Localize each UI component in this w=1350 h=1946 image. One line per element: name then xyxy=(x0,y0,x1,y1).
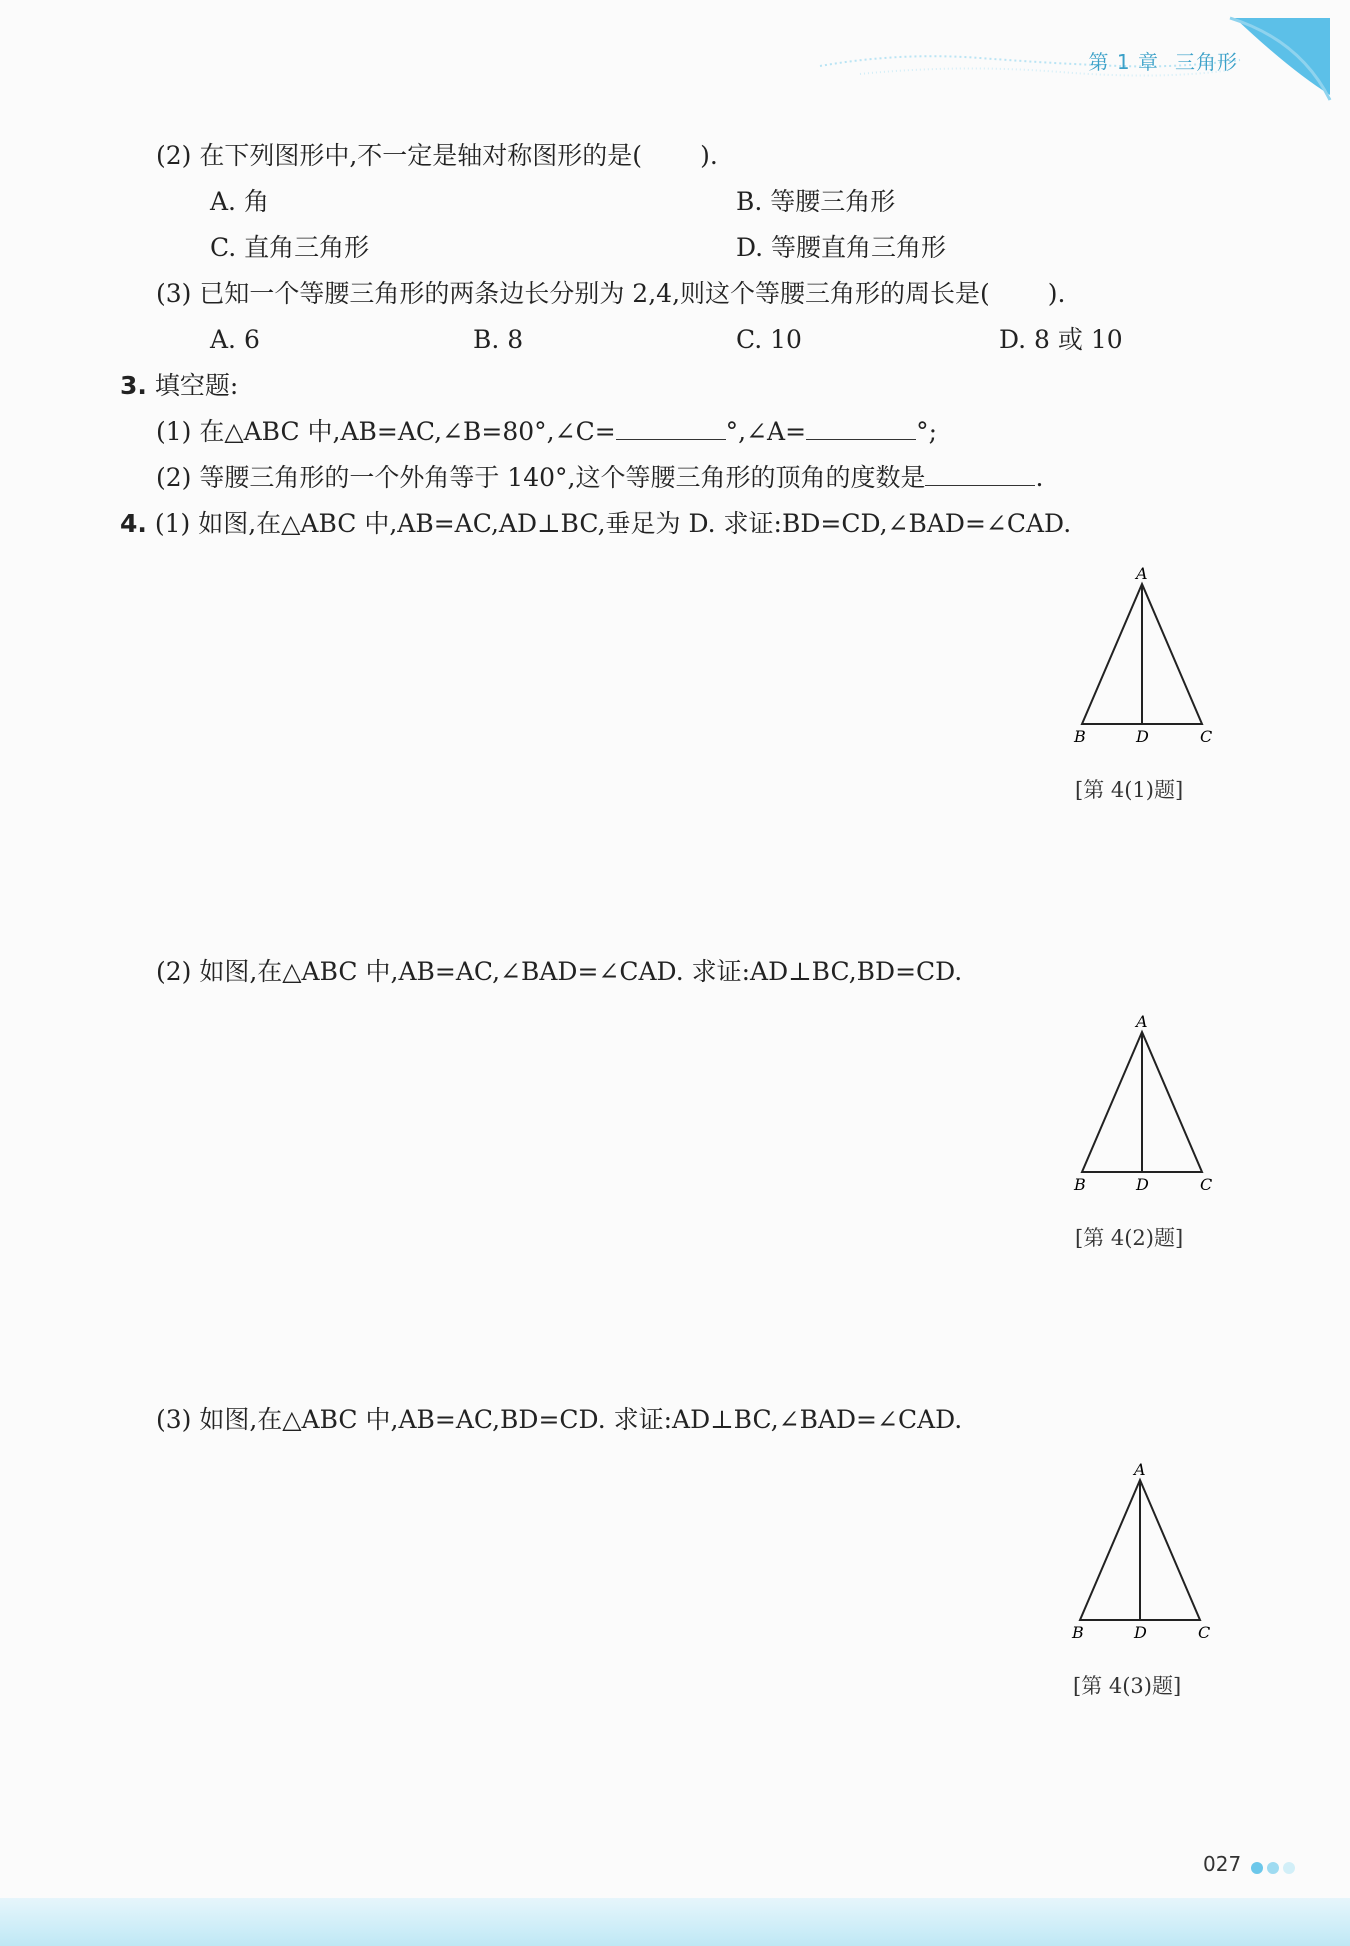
q2-sub2-option-b: B. 等腰三角形 xyxy=(736,187,896,216)
q2-sub3-option-d: D. 8 或 10 xyxy=(999,325,1123,354)
q2-sub3-option-a: A. 6 xyxy=(210,325,260,354)
label-d: D xyxy=(1134,1623,1147,1642)
answer-blank[interactable] xyxy=(806,417,916,440)
page-dots-decoration xyxy=(1249,1860,1299,1876)
label-b: B xyxy=(1074,727,1086,746)
label-a: A xyxy=(1136,564,1148,583)
q2-sub3-option-b: B. 8 xyxy=(473,325,524,354)
figure-2-caption: [第 4(2)题] xyxy=(1075,1226,1184,1250)
figure-1-caption: [第 4(1)题] xyxy=(1075,778,1184,802)
q4-sub2: (2) 如图,在△ABC 中,AB=AC,∠BAD=∠CAD. 求证:AD⊥BC,BD=CD. xyxy=(156,957,963,986)
page-number: 027 xyxy=(1203,1852,1242,1876)
answer-blank[interactable] xyxy=(925,463,1035,486)
q2-sub3-stem: (3) 已知一个等腰三角形的两条边长分别为 2,4,则这个等腰三角形的周长是( ). xyxy=(156,279,1066,308)
triangle-figure-3 xyxy=(1058,1460,1228,1645)
q2-sub3-option-c: C. 10 xyxy=(736,325,802,354)
label-a: A xyxy=(1134,1460,1146,1479)
q2-sub2-option-a: A. 角 xyxy=(210,187,269,216)
label-c: C xyxy=(1198,1623,1211,1642)
q2-sub2-option-d: D. 等腰直角三角形 xyxy=(736,233,947,262)
q3-sub2: (2) 等腰三角形的一个外角等于 140°,这个等腰三角形的顶角的度数是 . xyxy=(156,463,1044,492)
triangle-figure-2 xyxy=(1060,1012,1230,1197)
answer-blank[interactable] xyxy=(616,417,726,440)
chapter-title: 三角形 xyxy=(1175,50,1238,74)
q3-sub1: (1) 在△ABC 中,AB=AC,∠B=80°,∠C= °,∠A= °; xyxy=(156,417,937,446)
q4-sub1: 4. (1) 如图,在△ABC 中,AB=AC,AD⊥BC,垂足为 D. 求证:BD=CD,∠BAD=∠CAD. xyxy=(120,509,1072,538)
q3-heading xyxy=(120,370,238,402)
triangle-figure-1 xyxy=(1060,564,1230,749)
chapter-header xyxy=(1073,46,1238,75)
q2-sub2-stem: (2) 在下列图形中,不一定是轴对称图形的是( ). xyxy=(156,141,718,170)
label-a: A xyxy=(1136,1012,1148,1031)
label-c: C xyxy=(1200,1175,1213,1194)
label-d: D xyxy=(1136,1175,1149,1194)
q3-title: 填空题: xyxy=(154,371,239,400)
q3-number: 3. xyxy=(120,371,147,400)
label-b: B xyxy=(1074,1175,1086,1194)
label-b: B xyxy=(1072,1623,1084,1642)
label-d: D xyxy=(1136,727,1149,746)
q2-sub2-option-c: C. 直角三角形 xyxy=(210,233,370,262)
footer-bar xyxy=(0,1898,1350,1946)
label-c: C xyxy=(1200,727,1213,746)
figure-3-caption: [第 4(3)题] xyxy=(1073,1674,1182,1698)
chapter-number: 第 1 章 xyxy=(1088,50,1159,74)
q4-number: 4. xyxy=(120,509,147,538)
q4-sub3: (3) 如图,在△ABC 中,AB=AC,BD=CD. 求证:AD⊥BC,∠BAD=∠CAD. xyxy=(156,1405,963,1434)
